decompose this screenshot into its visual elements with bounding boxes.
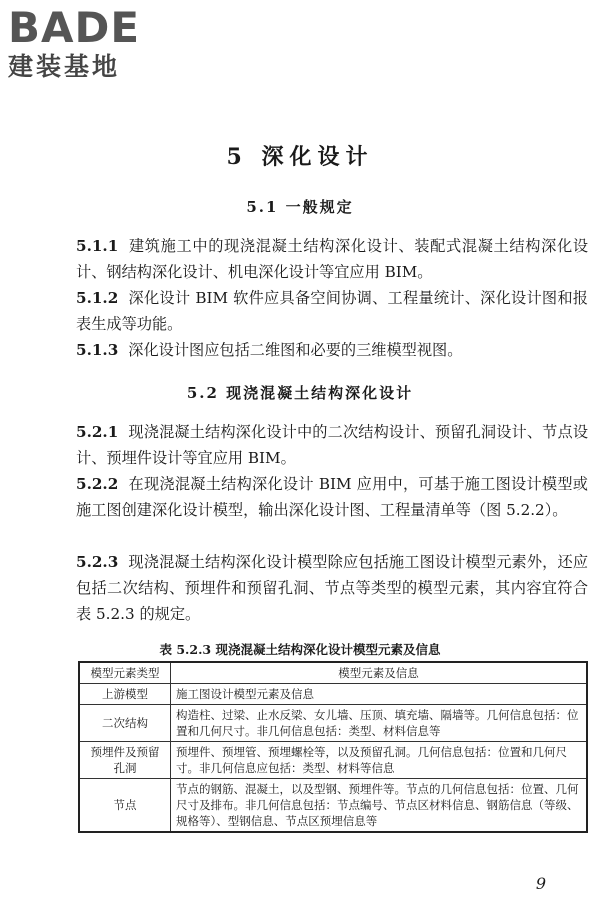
element-type-cell: 二次结构 bbox=[79, 705, 171, 742]
element-type-cell: 预埋件及预留孔洞 bbox=[79, 742, 171, 779]
clause-number: 5.2.3 bbox=[76, 553, 119, 571]
table-row bbox=[79, 684, 587, 705]
clause-text: 深化设计 BIM 软件应具备空间协调、工程量统计、深化设计图和报表生成等功能。 bbox=[76, 289, 588, 333]
table-header-cell: 模型元素类型 bbox=[79, 662, 171, 684]
section-title-5-2: 5.2 现浇混凝土结构深化设计 bbox=[186, 384, 414, 402]
clause-number: 5.1.1 bbox=[76, 237, 119, 255]
section-title-5-1: 5.1 一般规定 bbox=[246, 198, 354, 216]
element-info-cell: 施工图设计模型元素及信息 bbox=[171, 684, 588, 705]
clause-number: 5.1.3 bbox=[76, 341, 119, 359]
table-row bbox=[79, 742, 587, 779]
element-info-cell: 预埋件、预埋管、预埋螺栓等，以及预留孔洞。几何信息包括：位置和几何尺寸。非几何信息应包括：类型、材料等信息 bbox=[171, 742, 588, 779]
clause-text: 现浇混凝土结构深化设计模型除应包括施工图设计模型元素外，还应包括二次结构、预埋件和预留孔洞、节点等类型的模型元素，其内容宜符合表 5.2.3 的规定。 bbox=[76, 553, 588, 623]
clause-text: 深化设计图应包括二维图和必要的三维模型视图。 bbox=[128, 341, 463, 359]
table-header-row bbox=[79, 662, 587, 684]
table-row bbox=[79, 705, 587, 742]
clause-number: 5.1.2 bbox=[76, 289, 119, 307]
clause-text: 建筑施工中的现浇混凝土结构深化设计、装配式混凝土结构深化设计、钢结构深化设计、机电深化设计等宜应用 BIM。 bbox=[76, 237, 588, 281]
paragraph-5-1-1 bbox=[76, 233, 588, 285]
paragraph-5-2-3 bbox=[76, 549, 588, 627]
publisher-logo bbox=[8, 3, 141, 82]
table-header-cell: 模型元素及信息 bbox=[171, 662, 588, 684]
logo-brand: BADE bbox=[8, 3, 141, 52]
element-info-cell: 节点的钢筋、混凝土，以及型钢、预埋件等。节点的几何信息包括：位置、几何尺寸及排布。非几何信息包括：节点编号、节点区材料信息、钢筋信息（等级、规格等）、型钢信息、节点区预埋信息等 bbox=[171, 779, 588, 833]
paragraph-5-2-2 bbox=[76, 471, 588, 523]
chapter-title: 5 深化设计 bbox=[226, 144, 374, 170]
clause-text: 在现浇混凝土结构深化设计 BIM 应用中，可基于施工图设计模型或施工图创建深化设计模型，输出深化设计图、工程量清单等（图 5.2.2）。 bbox=[76, 475, 588, 519]
page-number: 9 bbox=[535, 874, 546, 893]
paragraph-5-1-2 bbox=[76, 285, 588, 337]
clause-text: 现浇混凝土结构深化设计中的二次结构设计、预留孔洞设计、节点设计、预埋件设计等宜应用 BIM。 bbox=[76, 423, 588, 467]
paragraph-5-2-1 bbox=[76, 419, 588, 471]
element-type-cell: 上游模型 bbox=[79, 684, 171, 705]
model-elements-table bbox=[78, 661, 588, 833]
element-info-cell: 构造柱、过梁、止水反梁、女儿墙、压顶、填充墙、隔墙等。几何信息包括：位置和几何尺寸。非几何信息包括：类型、材料信息等 bbox=[171, 705, 588, 742]
logo-subtitle: 建装基地 bbox=[8, 52, 121, 81]
clause-number: 5.2.1 bbox=[76, 423, 119, 441]
clause-number: 5.2.2 bbox=[76, 475, 119, 493]
table-caption: 表 5.2.3 现浇混凝土结构深化设计模型元素及信息 bbox=[159, 642, 441, 657]
paragraph-5-1-3 bbox=[76, 337, 588, 363]
element-type-cell: 节点 bbox=[79, 779, 171, 833]
table-row bbox=[79, 779, 587, 833]
